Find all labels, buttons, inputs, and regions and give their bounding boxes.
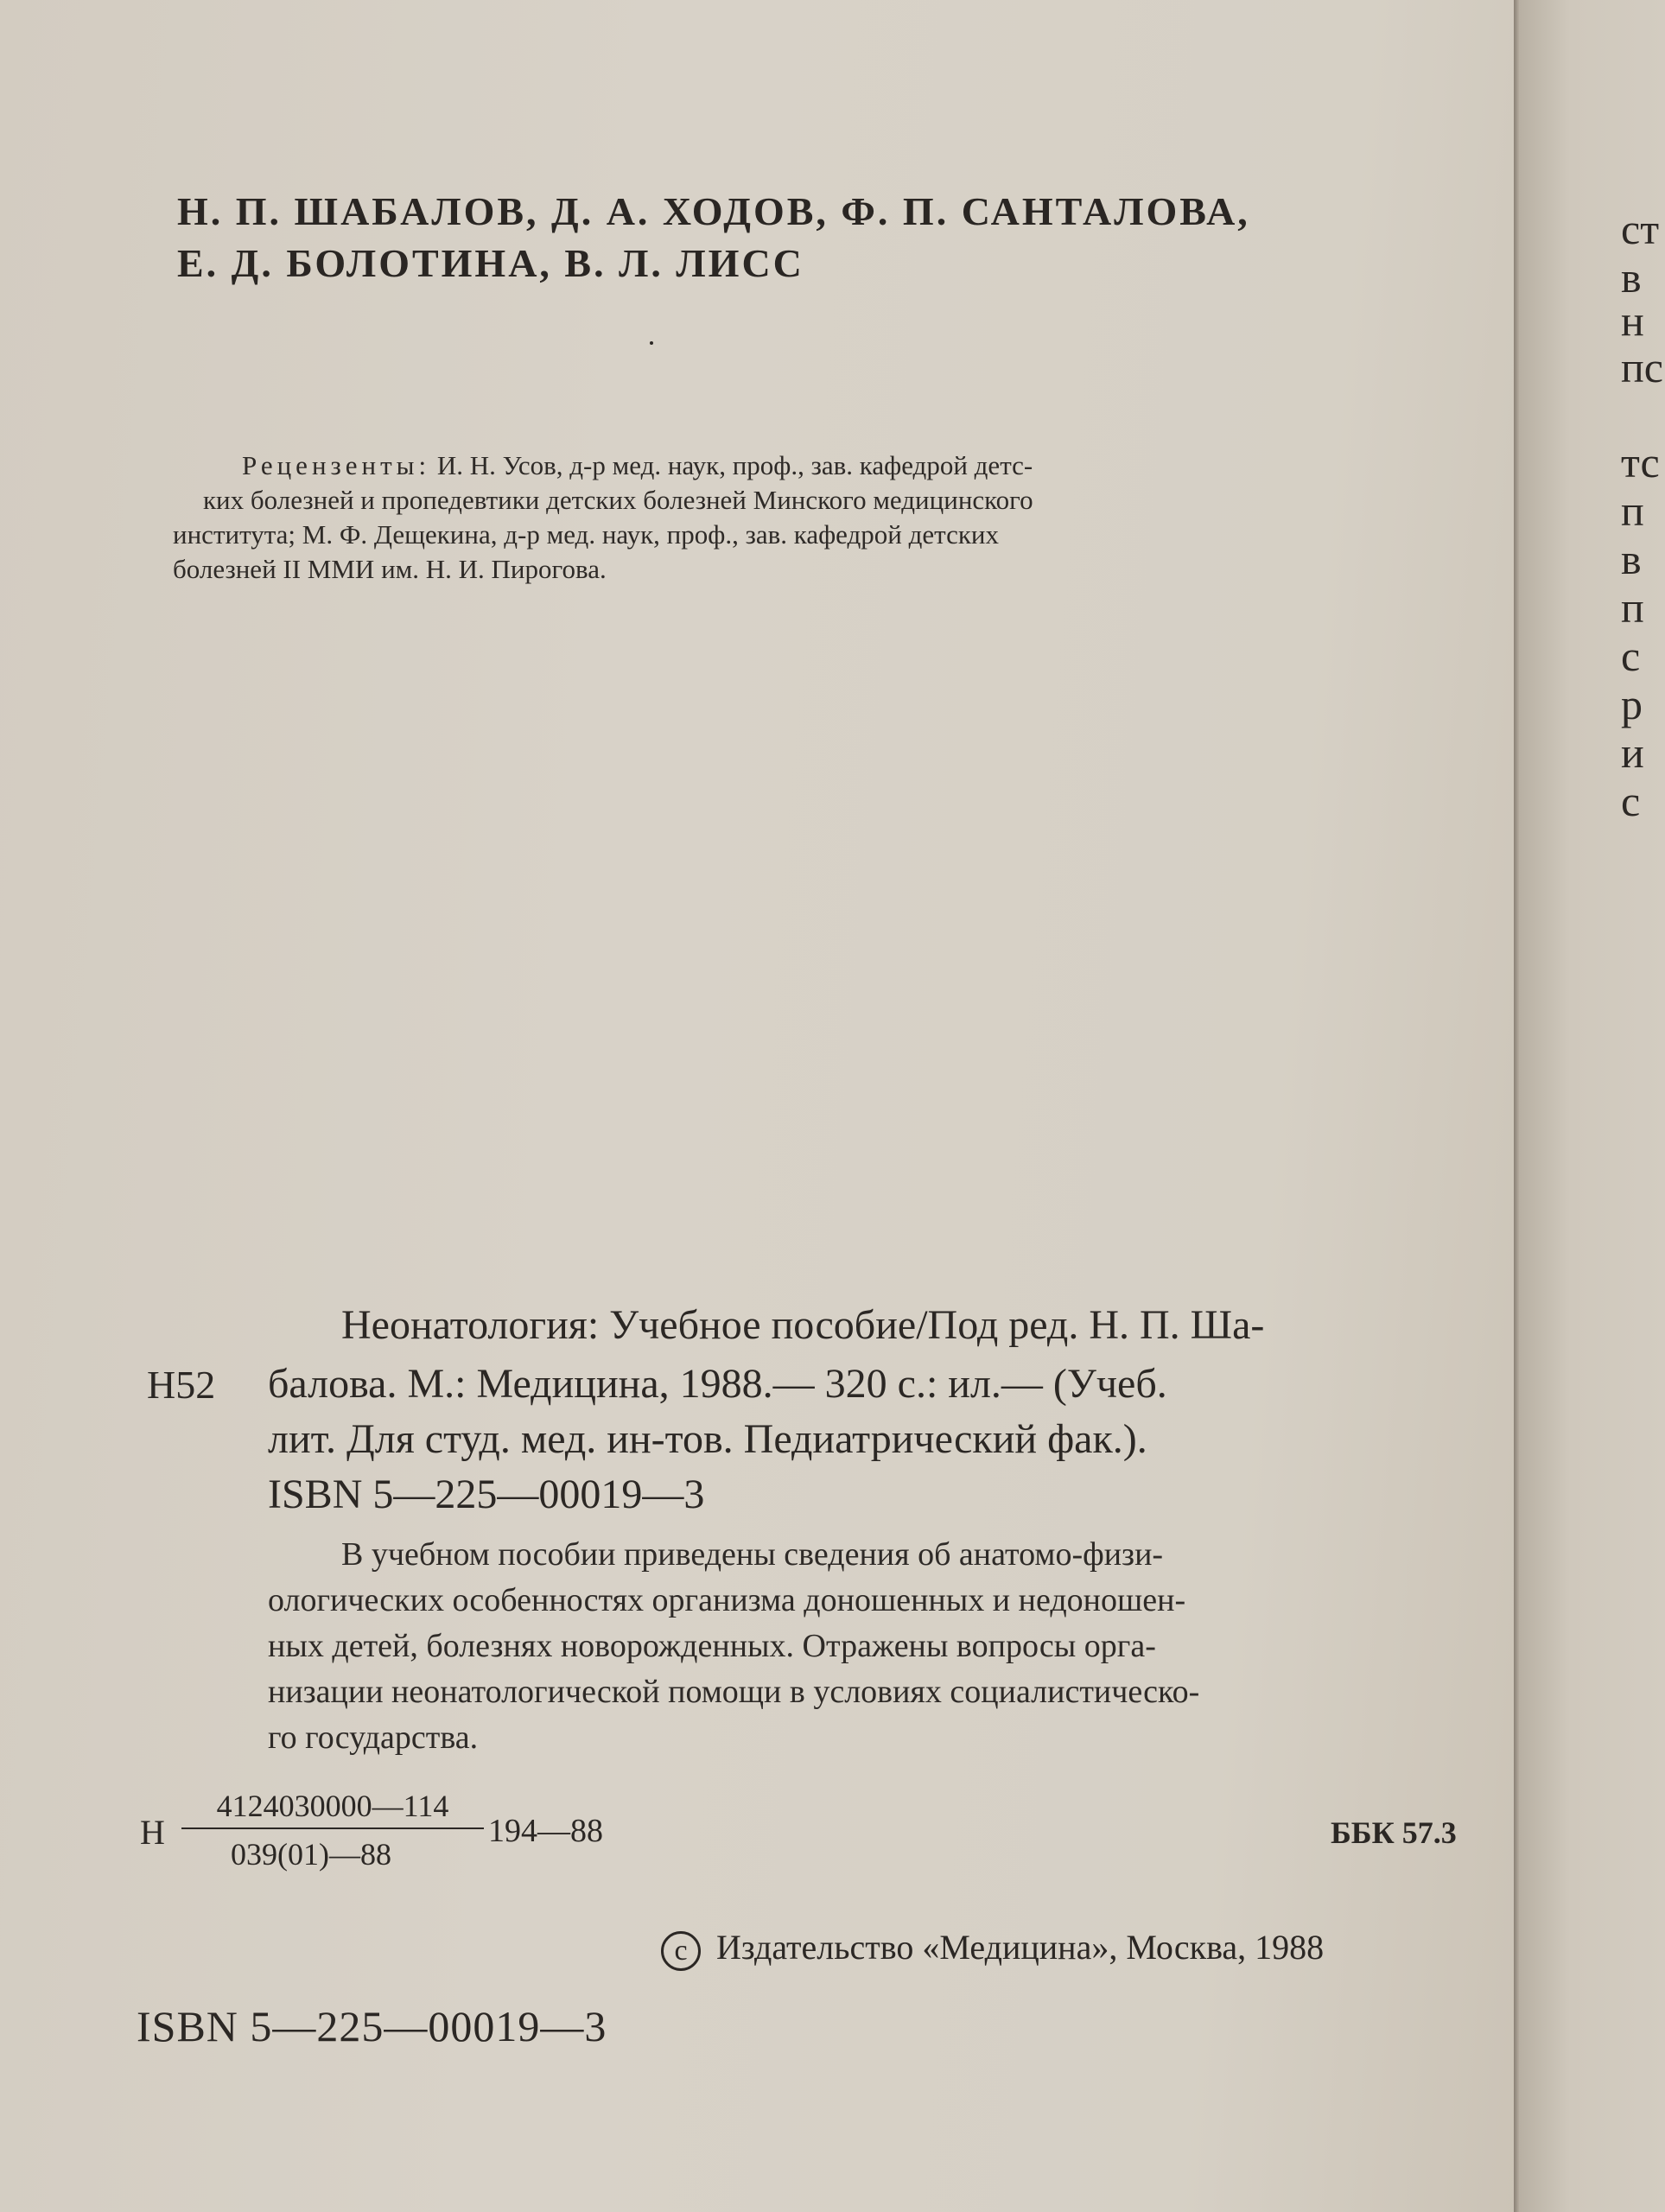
abstract-line-3: ных детей, болезнях новорожденных. Отражены вопросы орга-: [268, 1628, 1156, 1664]
abstract-line-1: В учебном пособии приведены сведения об анатомо-физи-: [341, 1536, 1164, 1573]
reviewers-label: Рецензенты:: [242, 450, 431, 480]
adjacent-page-fragment: и: [1621, 728, 1644, 777]
classification-denominator: 039(01)—88: [231, 1837, 391, 1872]
abstract-line-5: го государства.: [268, 1719, 479, 1756]
adjacent-page: [1519, 0, 1665, 2212]
adjacent-page-fragment: тс: [1621, 438, 1660, 486]
fraction-bar: [181, 1827, 484, 1829]
adjacent-page-fragment: в: [1621, 253, 1642, 302]
adjacent-page-fragment: п: [1621, 486, 1644, 535]
adjacent-page-fragment: с: [1621, 632, 1641, 680]
biblio-code: Н52: [147, 1363, 216, 1407]
biblio-line-4: ISBN 5—225—00019—3: [268, 1471, 705, 1517]
abstract-line-4: низации неонатологической помощи в условиях социалистическо-: [268, 1674, 1200, 1710]
adjacent-page-fragment: н: [1621, 296, 1644, 345]
reviewers-line-4: болезней II ММИ им. Н. И. Пирогова.: [173, 554, 607, 584]
abstract-line-2: ологических особенностях организма доношенных и недоношен-: [268, 1582, 1186, 1618]
adjacent-page-fragment: в: [1621, 535, 1642, 583]
copyright-text: Издательство «Медицина», Москва, 1988: [716, 1928, 1325, 1967]
adjacent-page-fragment: р: [1621, 680, 1643, 728]
authors-line-1: Н. П. ШАБАЛОВ, Д. А. ХОДОВ, Ф. П. САНТАЛОВА,: [177, 189, 1250, 233]
print-dot: [650, 341, 653, 345]
authors-line-2: Е. Д. БОЛОТИНА, В. Л. ЛИСС: [177, 241, 804, 285]
reviewers-line-2: ких болезней и пропедевтики детских болезней Минского медицинского: [203, 485, 1033, 515]
biblio-line-1: Неонатология: Учебное пособие/Под ред. Н. П. Ша-: [341, 1302, 1265, 1348]
copyright-line: [661, 1930, 1324, 1971]
reviewers-line-3: института; М. Ф. Дещекина, д-р мед. наук, проф., зав. кафедрой детских: [173, 519, 999, 550]
adjacent-page-fragment: ст: [1621, 205, 1660, 253]
copyright-icon: c: [661, 1931, 701, 1971]
reviewers-line-1-text: И. Н. Усов, д-р мед. наук, проф., зав. кафедрой детс-: [430, 450, 1033, 480]
biblio-line-3: лит. Для студ. мед. ин-тов. Педиатрический фак.).: [268, 1416, 1147, 1462]
classification-numerator: 4124030000—114: [216, 1789, 449, 1823]
adjacent-page-fragment: с: [1621, 777, 1641, 825]
isbn-bottom: ISBN 5—225—00019—3: [137, 2002, 607, 2050]
classification-suffix: 194—88: [488, 1813, 603, 1849]
biblio-line-2: балова. М.: Медицина, 1988.— 320 с.: ил.— (Учеб.: [268, 1361, 1167, 1407]
reviewers-line-1: [242, 452, 1033, 479]
adjacent-page-fragment: п: [1621, 583, 1644, 632]
bbk-code: ББК 57.3: [1331, 1815, 1457, 1850]
adjacent-page-fragment: пс: [1621, 343, 1663, 391]
classification-letter: Н: [140, 1813, 165, 1852]
